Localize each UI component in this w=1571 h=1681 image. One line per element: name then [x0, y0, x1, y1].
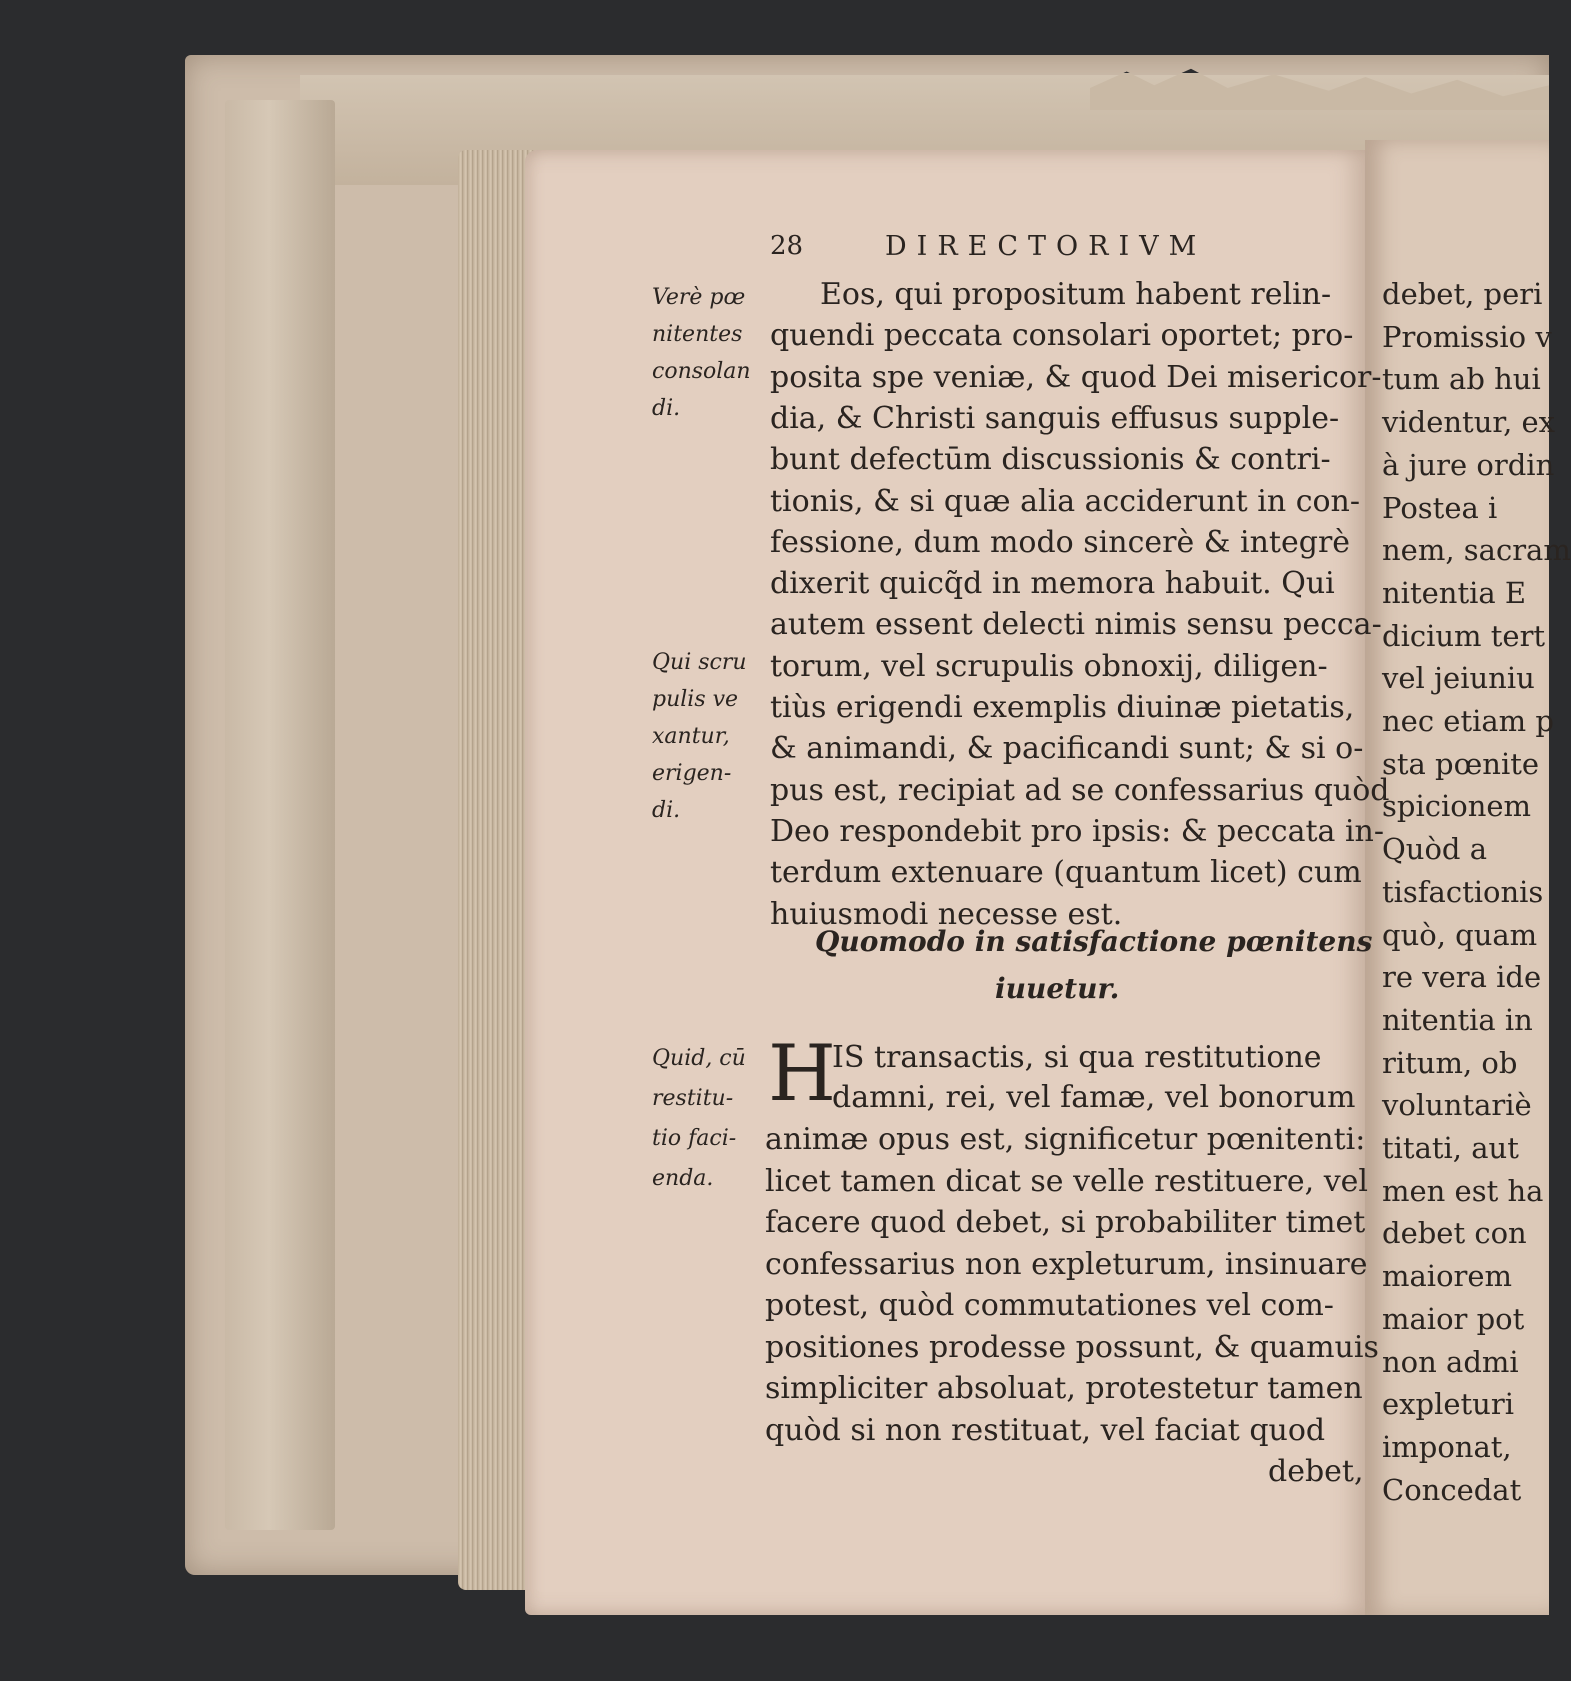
- running-head: DIRECTORIVM: [885, 231, 1207, 262]
- section-heading: Quomodo in satisfactione pœnitens: [815, 925, 1373, 958]
- body-line: confessarius non expleturum, insinuare: [765, 1246, 1368, 1282]
- body-line: IS transactis, si qua restitutione: [832, 1040, 1322, 1075]
- facing-page-line: re vera ide: [1382, 960, 1542, 995]
- facing-page-line: maiorem: [1382, 1259, 1513, 1294]
- body-line: Deo respondebit pro ipsis: & peccata in-: [770, 813, 1385, 849]
- body-line: dia, & Christi sanguis effusus supple-: [770, 400, 1340, 436]
- facing-page-line: Promissio v: [1382, 319, 1552, 354]
- facing-page-line: spicionem: [1382, 789, 1532, 824]
- facing-page-line: Concedat: [1382, 1472, 1522, 1507]
- margin-note-line: Qui scru: [652, 650, 747, 675]
- facing-page-line: maior pot: [1382, 1301, 1525, 1336]
- margin-note-line: restitu-: [652, 1086, 734, 1111]
- body-line: posita spe veniæ, & quod Dei misericor-: [770, 359, 1382, 395]
- body-line: damni, rei, vel famæ, vel bonorum: [832, 1080, 1356, 1115]
- body-line: simpliciter absoluat, protestetur tamen: [765, 1371, 1363, 1406]
- body-line: tionis, & si quæ alia acciderunt in con-: [770, 483, 1361, 519]
- margin-note-line: xantur,: [652, 724, 730, 749]
- facing-page-line: voluntariè: [1382, 1088, 1532, 1123]
- body-line: positiones prodesse possunt, & quamuis: [765, 1329, 1379, 1365]
- margin-note-line: di.: [652, 396, 681, 421]
- facing-page-line: Quòd a: [1382, 832, 1487, 867]
- drop-cap: H: [768, 1029, 837, 1119]
- margin-note-line: tio faci-: [652, 1126, 737, 1151]
- body-line: tiùs erigendi exemplis diuinæ pietatis,: [770, 690, 1355, 725]
- facing-page-line: à jure ordin: [1382, 447, 1555, 482]
- body-line: torum, vel scrupulis obnoxij, diligen-: [770, 648, 1328, 684]
- facing-page-line: nitentia E: [1382, 575, 1527, 610]
- body-line: bunt defectūm discussionis & contri-: [770, 442, 1331, 478]
- facing-page-line: quò, quam: [1382, 917, 1538, 952]
- facing-page-line: expleturi: [1382, 1387, 1514, 1422]
- body-line: terdum extenuare (quantum licet) cum: [770, 855, 1362, 891]
- margin-note-line: Verè pœ: [652, 285, 746, 310]
- page-number: 28: [770, 231, 804, 261]
- body-line: animæ opus est, significetur pœnitenti:: [765, 1122, 1366, 1157]
- facing-page-line: sta pœnite: [1382, 746, 1540, 781]
- facing-page-line: videntur, ex: [1382, 405, 1556, 440]
- body-line: quendi peccata consolari oportet; pro-: [770, 318, 1354, 354]
- margin-note-line: nitentes: [652, 322, 743, 347]
- body-line: facere quod debet, si probabiliter timet: [765, 1205, 1366, 1240]
- body-line: & animandi, & pacificandi sunt; & si o-: [770, 731, 1364, 767]
- facing-page-line: imponat,: [1382, 1429, 1512, 1464]
- body-line: huiusmodi necesse est.: [770, 896, 1123, 932]
- facing-page-line: tisfactionis: [1382, 874, 1544, 909]
- facing-page-line: debet con: [1382, 1216, 1527, 1251]
- facing-page-line: tum ab hui: [1382, 362, 1541, 397]
- margin-note-line: enda.: [652, 1166, 714, 1191]
- facing-page-line: debet, peri: [1382, 277, 1543, 311]
- facing-page-line: Postea i: [1382, 490, 1498, 525]
- facing-page-line: nem, sacram: [1382, 533, 1571, 568]
- section-heading: iuuetur.: [995, 972, 1120, 1005]
- margin-note-line: erigen-: [652, 761, 732, 786]
- body-line: licet tamen dicat se velle restituere, vel: [765, 1163, 1369, 1199]
- facing-page-line: nitentia in: [1382, 1002, 1533, 1037]
- body-line: quòd si non restituat, vel faciat quod: [765, 1412, 1326, 1448]
- facing-page-line: men est ha: [1382, 1173, 1544, 1208]
- margin-note-line: consolan: [652, 359, 751, 384]
- facing-page-line: dicium tert: [1382, 618, 1546, 653]
- cover-flap: [225, 100, 335, 1530]
- margin-note-line: Quid, cū: [652, 1046, 746, 1071]
- body-line: dixerit quicq̃d in memora habuit. Qui: [770, 566, 1335, 602]
- body-line: potest, quòd commutationes vel com-: [765, 1288, 1334, 1323]
- body-line: debet,: [1268, 1454, 1364, 1489]
- body-line: Eos, qui propositum habent relin-: [820, 277, 1332, 312]
- body-line: fessione, dum modo sincerè & integrè: [770, 524, 1351, 560]
- margin-note-line: di.: [652, 798, 681, 823]
- facing-page-line: titati, aut: [1382, 1131, 1519, 1165]
- facing-page-line: non admi: [1382, 1344, 1519, 1379]
- body-line: autem essent delecti nimis sensu pecca-: [770, 607, 1382, 643]
- facing-page-line: ritum, ob: [1382, 1045, 1518, 1080]
- facing-page-line: vel jeiuniu: [1382, 661, 1535, 696]
- facing-page-line: nec etiam p: [1382, 704, 1554, 738]
- body-line: pus est, recipiat ad se confessarius quòd: [770, 772, 1390, 808]
- margin-note-line: pulis ve: [652, 687, 739, 712]
